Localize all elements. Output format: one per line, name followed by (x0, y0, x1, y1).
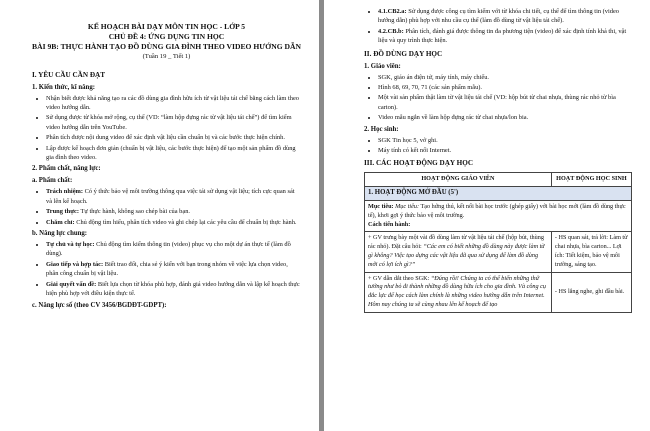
goal-text: Tạo hứng thú, kết nối bài học trước (ghép giấy) với bài học mới (làm đồ dùng thực tế), khơi gợi ý thức bảo vệ môi trường. (368, 203, 626, 219)
item-text: Có ý thức bảo vệ môi trường thông qua việc tái sử dụng vật liệu; tích cực quan sát và lên kế hoạch. (46, 188, 295, 205)
knowledge-list (32, 94, 301, 163)
activities-table (364, 172, 632, 312)
list-item: • Video mẫu ngắn về làm hộp đựng rác từ chai nhựa/lon bia. (378, 113, 632, 122)
list-item: • SGK, giáo án điện tử, máy tính, máy chiếu. (378, 73, 632, 82)
item-label: Giải quyết vấn đề: (46, 280, 97, 288)
list-item: • SGK Tin học 5, vở ghi. (378, 136, 632, 145)
list-item: • Hình 68, 69, 70, 71 (các sản phẩm mẫu). (378, 83, 632, 92)
item-label: Trách nhiệm: (46, 188, 83, 196)
item-label: Giao tiếp và hợp tác: (46, 260, 104, 268)
item-text: Tự thực hành, không sao chép bài của bạn. (79, 208, 190, 216)
section-activities: III. CÁC HOẠT ĐỘNG DẠY HỌC (364, 159, 474, 168)
document-page-right (324, 0, 650, 431)
activity-goal (365, 201, 632, 232)
section-materials: II. ĐỒ DÙNG DẠY HỌC (364, 49, 443, 58)
subsection-qualities-a: a. Phẩm chất: (32, 177, 73, 185)
item-text: Phân tích, đánh giá được thông tin đa phương tiện (video) để xác định tính khả thi, vật liệu và quy trình thực hiện. (378, 27, 627, 45)
column-header-student: HOẠT ĐỘNG HỌC SINH (551, 173, 631, 187)
item-text: Sử dụng được công cụ tìm kiếm với từ khóa chi tiết, cụ thể để tìm thông tin (video hướng dẫn) phù hợp với nhu cầu cụ thể (làm đồ dùng từ vật liệu tái chế). (378, 8, 619, 25)
table-row (365, 232, 632, 272)
list-item: • Sử dụng được từ khóa mở rộng, cụ thể (VD: “làm hộp đựng rác từ vật liệu tái chế”) để tìm kiếm video hướng dẫn trên YouTube. (46, 113, 301, 132)
list-item (378, 27, 632, 46)
qualities-list (32, 187, 301, 227)
item-label: Trung thực: (46, 208, 80, 216)
item-text: Biết trao đổi, chia sẻ ý kiến với bạn trong nhóm về việc lựa chọn video, phân công chuẩn bị vật liệu. (46, 260, 288, 278)
item-text: Chủ động tìm hiểu, phân tích video và ghi chép lại các yêu cầu để chuẩn bị thực hành. (74, 218, 297, 226)
item-label: 4.1.CB2.a: (378, 8, 407, 15)
subsection-digital: c. Năng lực số (theo CV 3456/BGDĐT-GDPT): (32, 301, 167, 309)
subsection-knowledge: 1. Kiến thức, kĩ năng: (32, 83, 95, 91)
list-item: • Nhận biết được khả năng tạo ra các đồ dùng gia đình hữu ích từ vật liệu tái chế bằng cách làm theo video hướng dẫn. (46, 94, 301, 113)
activity-heading: 1. HOẠT ĐỘNG MỞ ĐẦU (5') (365, 187, 632, 201)
item-text: Chủ động tìm kiếm thông tin (video) phục vụ cho một dự án thực tế (làm đồ dùng). (46, 241, 291, 258)
list-item (46, 187, 301, 206)
list-item: • Phân tích được nội dung video để xác định vật liệu cần chuẩn bị và các bước thực hiện chính. (46, 133, 301, 142)
subsection-teacher: 1. Giáo viên: (364, 62, 401, 70)
list-item (46, 207, 301, 216)
list-item (378, 7, 632, 26)
item-label: Tự chủ và tự học: (46, 241, 95, 249)
teacher-materials-list (364, 73, 632, 123)
lesson-plan-title: KẾ HOẠCH BÀI DẠY MÔN TIN HỌC - LỚP 5 (87, 22, 246, 31)
subsection-qualities: 2. Phẩm chất, năng lực: (32, 165, 101, 173)
competencies-list (32, 240, 301, 298)
subsection-student: 2. Học sinh: (364, 125, 399, 133)
list-item (46, 280, 301, 299)
digital-competency-list (364, 7, 632, 46)
goal-label-italic: Mục tiêu: (395, 203, 420, 211)
item-label: Chăm chỉ: (46, 218, 75, 226)
list-item: • Một vài sản phẩm thật làm từ vật liệu tái chế (VD: hộp bút từ chai nhựa, thùng rác nhỏ từ bìa carton). (378, 93, 632, 112)
subsection-competencies: b. Năng lực chung: (32, 230, 88, 238)
list-item (46, 240, 301, 259)
student-cell: - HS lắng nghe, ghi đầu bài. (551, 272, 631, 312)
teacher-cell: + GV dẫn dắt theo SGK: “Đúng rồi! Chúng ta có thể biến những thứ tưởng như bỏ đi thành những đồ dùng hữu ích cho gia đình. Và công cụ đắc lực để học cách làm chính là những video hướng dẫn trên Internet. Hôm nay chúng ta sẽ cùng nhau lên kế hoạch để tạo (365, 272, 552, 312)
student-materials-list (364, 136, 632, 156)
item-label: 4.2.CB.b: (378, 27, 404, 35)
document-page-left (0, 0, 319, 431)
topic-title: CHỦ ĐỀ 4: ỨNG DỤNG TIN HỌC (108, 32, 225, 41)
teacher-cell: + GV trưng bày một vài đồ dùng làm từ vật liệu tái chế (hộp bút, thùng rác nhỏ). Đặt câu hỏi: “Các em có biết những đồ dùng này được làm từ gì không? Việc tạo dựng các vật liệu đã qua sử dụng để làm đồ dùng mới có lợi ích gì?” (365, 232, 552, 272)
section-requirements: I. YÊU CẦU CẦN ĐẠT (32, 70, 106, 79)
student-cell: - HS quan sát, trả lời: Làm từ chai nhựa, bìa carton... Lợi ích: Tiết kiệm, bảo vệ môi trường, sáng tạo. (551, 232, 631, 272)
goal-label: Mục tiêu: (368, 203, 394, 211)
list-item (46, 218, 301, 227)
method-label: Cách tiến hành: (368, 220, 411, 228)
lesson-title: BÀI 9B: THỰC HÀNH TẠO ĐỒ DÙNG GIA ĐÌNH THEO VIDEO HƯỚNG DẪN (32, 42, 301, 51)
week-label: (Tuần 19 _ Tiết 1) (142, 53, 191, 60)
item-text: Biết lựa chọn từ khóa phù hợp, đánh giá video hướng dẫn và lập kế hoạch thực hiện phù hợp với điều kiện thực tế. (46, 280, 300, 298)
list-item (46, 260, 301, 279)
list-item: • Lập được kế hoạch đơn giản (chuẩn bị vật liệu, các bước thực hiện) để tạo một sản phẩm đồ dùng gia đình theo video. (46, 144, 301, 163)
list-item: • Máy tính có kết nối Internet. (378, 146, 632, 155)
table-row (365, 272, 632, 312)
column-header-teacher: HOẠT ĐỘNG GIÁO VIÊN (365, 173, 552, 187)
